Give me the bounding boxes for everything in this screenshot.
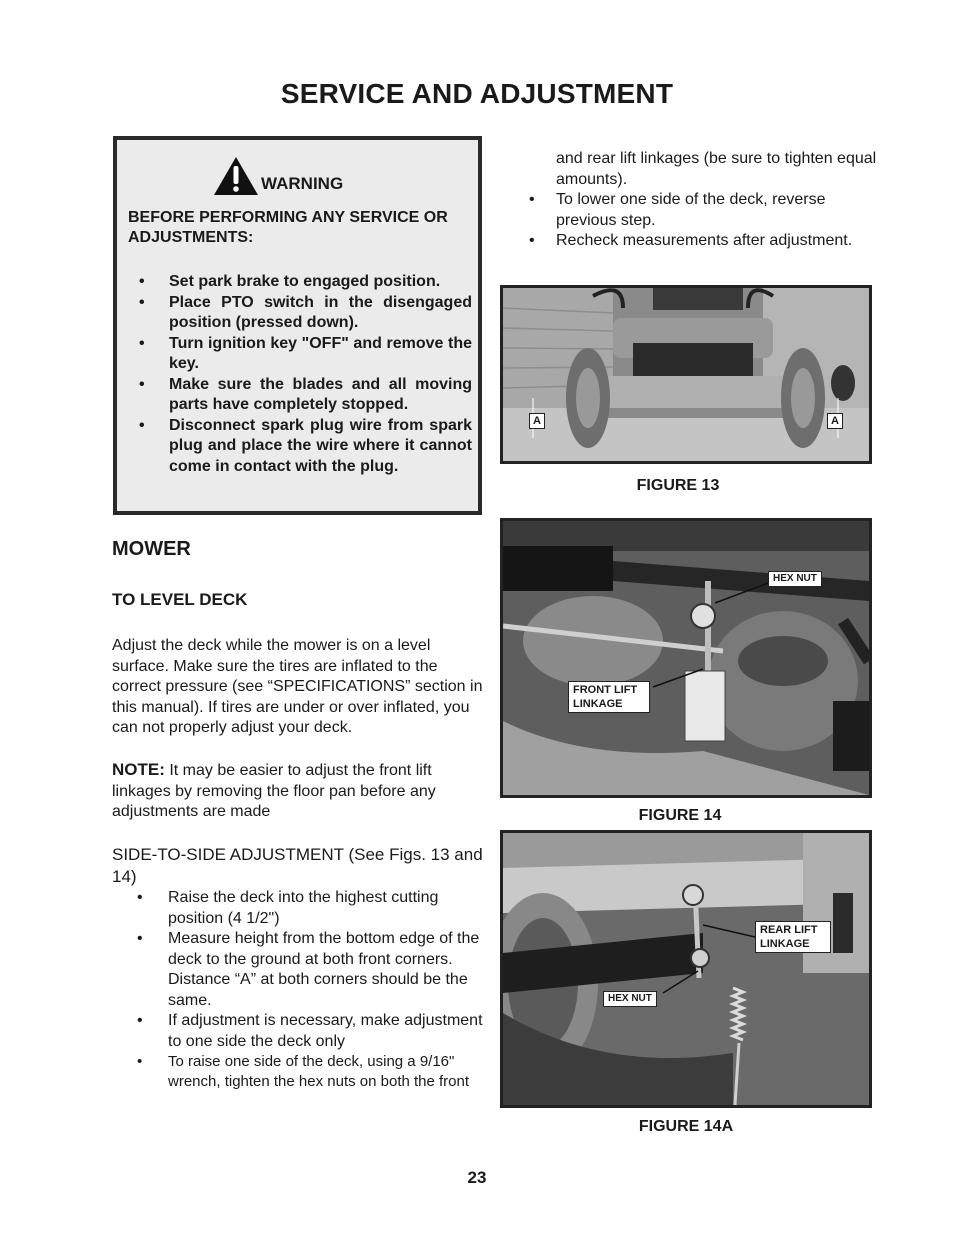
steps-list bbox=[137, 888, 487, 1092]
subheading-level-deck: TO LEVEL DECK bbox=[112, 590, 248, 609]
figure-14-caption: FIGURE 14 bbox=[638, 807, 722, 824]
list-item: • Place PTO switch in the disengaged position (pressed down). bbox=[139, 293, 472, 331]
callout-hex-nut-front: HEX NUT bbox=[768, 571, 822, 587]
list-item: • To lower one side of the deck, reverse previous step. bbox=[529, 191, 826, 229]
front-lift-linkage-image bbox=[503, 521, 869, 795]
list-item: • Make sure the blades and all moving parts have completely stopped. bbox=[139, 375, 472, 413]
list-item: • Disconnect spark plug wire from spark plug and place the wire where it cannot come in contact with the plug. bbox=[139, 416, 472, 475]
warning-header bbox=[213, 156, 343, 196]
list-item: • Turn ignition key "OFF" and remove the key. bbox=[139, 334, 472, 372]
warning-list bbox=[128, 272, 472, 477]
figure-14a-caption: FIGURE 14A bbox=[638, 1118, 734, 1135]
list-item: • If adjustment is necessary, make adjustment to one side the deck only bbox=[137, 1012, 483, 1050]
paragraph-level-surface: Adjust the deck while the mower is on a level surface. Make sure the tires are inflated to the correct pressure (see “SPECIFICATIONS” section in this manual). If tires are under or over inflated, you can not properly adjust your deck. bbox=[112, 637, 483, 736]
list-item: • Set park brake to engaged position. bbox=[139, 273, 441, 290]
rear-lift-linkage-image bbox=[503, 833, 869, 1105]
section-heading-mower: MOWER bbox=[112, 538, 191, 560]
list-item: • Raise the deck into the highest cutting position (4 1/2") bbox=[137, 889, 439, 927]
warning-intro: BEFORE PERFORMING ANY SERVICE OR ADJUSTMENTS: bbox=[128, 209, 448, 246]
steps-continued bbox=[528, 149, 888, 252]
figure-13-photo bbox=[500, 285, 872, 464]
note-text: It may be easier to adjust the front lift linkages by removing the floor pan before any adjustments are made bbox=[112, 762, 436, 820]
callout-rear-lift-linkage: REAR LIFT LINKAGE bbox=[755, 921, 831, 953]
mower-front-image bbox=[503, 288, 869, 461]
note-label: NOTE: bbox=[112, 760, 165, 779]
figure-14a-photo bbox=[500, 830, 872, 1108]
figure-14-photo bbox=[500, 518, 872, 798]
figure-13-caption: FIGURE 13 bbox=[636, 477, 720, 494]
callout-front-lift-linkage: FRONT LIFT LINKAGE bbox=[568, 681, 650, 713]
list-item: • To raise one side of the deck, using a 9/16" wrench, tighten the hex nuts on both the front bbox=[137, 1053, 470, 1090]
label-a-right: A bbox=[827, 413, 843, 429]
warning-triangle-icon bbox=[213, 156, 259, 196]
list-item: • Measure height from the bottom edge of the deck to the ground at both front corners. Distance “A” at both corners should be the same. bbox=[137, 930, 480, 1009]
warning-label: WARNING bbox=[261, 174, 344, 193]
page-title: SERVICE AND ADJUSTMENT bbox=[280, 78, 674, 109]
page-number: 23 bbox=[467, 1168, 487, 1187]
warning-box bbox=[113, 136, 482, 515]
side-to-side-heading: SIDE-TO-SIDE ADJUSTMENT (See Figs. 13 and 14) bbox=[112, 845, 483, 886]
list-item: • Recheck measurements after adjustment. bbox=[529, 232, 853, 249]
label-a-left: A bbox=[529, 413, 545, 429]
callout-hex-nut-rear: HEX NUT bbox=[603, 991, 657, 1007]
note-paragraph bbox=[112, 760, 484, 823]
continued-text: and rear lift linkages (be sure to tighten equal amounts). bbox=[556, 150, 877, 188]
